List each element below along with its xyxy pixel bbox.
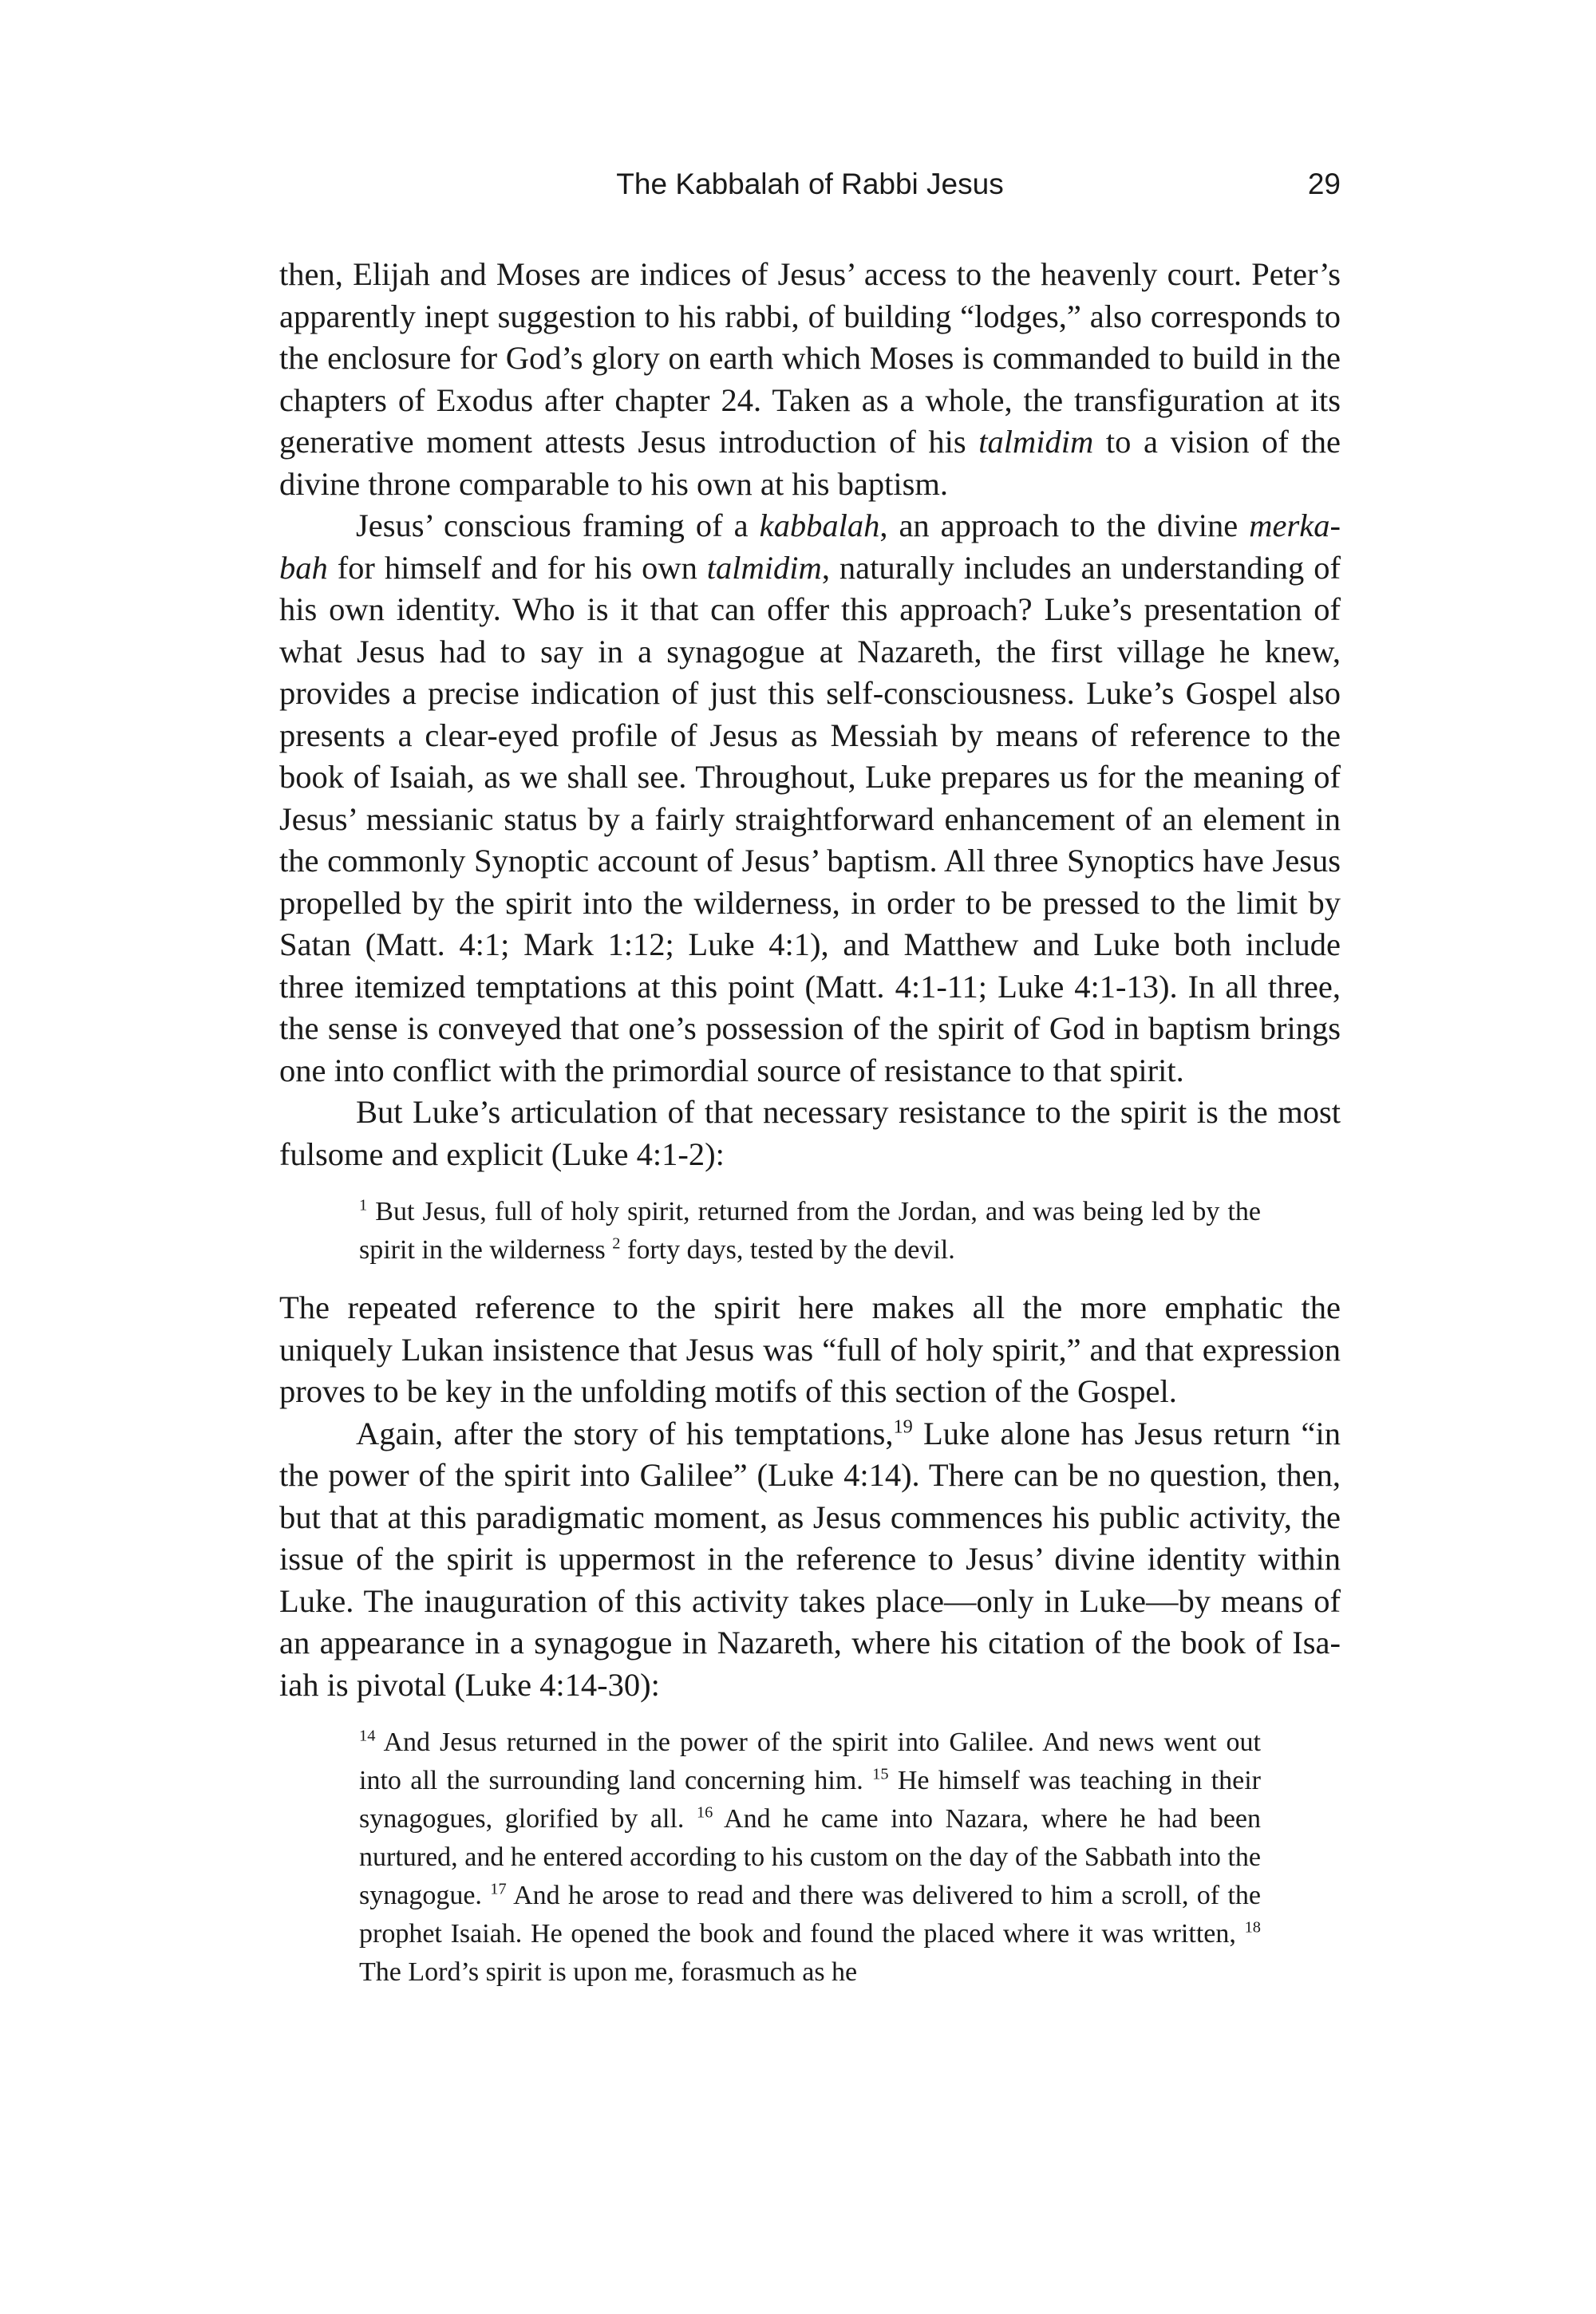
block-quote-luke-4-1 [359,1193,1261,1270]
italic-term: merkabah [279,507,1341,586]
verse-number: 1 [359,1196,368,1214]
italic-term: talmidim [706,549,822,586]
text-run: for himself and for his own [327,549,707,586]
running-header [279,168,1341,215]
body-text [279,254,1341,2009]
paragraph-repeated-reference: The repeated reference to the spirit here makes all the more emphatic the uniquely Lukan insistence that Jesus was “full of holy spirit,” and that expression proves to be key in the unfolding motifs of this section of the Gospel. [279,1289,1341,1409]
page-number: 29 [1307,168,1341,200]
running-title: The Kabbalah of Rabbi Jesus [616,168,1004,200]
text-run: Luke alone has Jesus return “in the power of the spirit into Galilee” (Luke 4:14). There can be no question, then, but that at this paradigmatic moment, as Jesus commences his public activity, the issue of the spirit is uppermost in the reference to Jesus’ divine identity within Luke. The inauguration of this activity takes place—only in Luke—by means of an appearance in a synagogue in Nazareth, where his citation of the book of Isaiah is pivotal (Luke 4:14-30): [279,1415,1341,1703]
text-run: And he arose to read and there was delivered to him a scroll, of the prophet Isaiah. He opened the book and found the placed where it was written, [359,1881,1261,1949]
text-run: to a vision of the divine throne comparable to his own at his baptism. [279,424,1341,502]
verse-number: 15 [872,1765,889,1783]
quote-text [359,1724,1261,1992]
paragraph-kabbalah [279,505,1341,1092]
text-run: Again, after the story of his temptations, [356,1415,894,1451]
footnote-ref: 19 [893,1416,913,1437]
text-run: Jesus’ conscious framing of a [356,507,760,543]
text-run: He himself was teaching in their synagogues, glorified by all. [359,1766,1261,1834]
text-run: then, Elijah and Moses are indices of Jesus’ access to the heavenly court. Peter’s apparently inept suggestion to his rabbi, of building “lodges,” also corresponds to the enclosure for God’s glory on earth which Moses is commanded to build in the chapters of Exodus after chapter 24. Taken as a whole, the transfiguration at its generative moment attests Jesus introduction of his [279,256,1341,460]
text-run: forty days, tested by the devil. [620,1235,955,1265]
block-quote-luke-4-14 [359,1724,1261,1992]
quote-text [359,1193,1261,1270]
text-run: And he came into Nazara, where he had been nurtured, and he entered according to his custom on the day of the Sabbath into the synagogue. [359,1804,1261,1910]
paragraph-transfiguration [279,254,1341,505]
verse-number: 17 [490,1880,507,1898]
paragraph-temptations [279,1413,1341,1707]
text-run: And Jesus returned in the power of the spirit into Galilee. And news went out into all the surrounding land concerning him. [359,1728,1261,1795]
verse-number: 2 [612,1234,621,1253]
text-run: The Lord’s spirit is upon me, forasmuch as he [359,1957,858,1987]
text-run: , naturally includes an understanding of his own identity. Who is it that can offer this approach? Luke’s presentation of what Jesus had to say in a synagogue at Nazareth, the first village he knew, provides a precise indication of just this self-consciousness. Luke’s Gospel also presents a clear-eyed profile of Jesus as Messiah by means of reference to the book of Isaiah, as we shall see. Throughout, Luke prepares us for the meaning of Jesus’ messianic status by a fairly straightforward enhancement of an element in the commonly Synoptic account of Jesus’ baptism. All three Synoptics have Jesus propelled by the spirit into the wilderness, in order to be pressed to the limit by Satan (Matt. 4:1; Mark 1:12; Luke 4:1), and Matthew and Luke both include three itemized temptations at this point (Matt. 4:1-11; Luke 4:1-13). In all three, the sense is conveyed that one’s possession of the spirit of God in baptism brings one into conflict with the primordial source of resistance to that spirit. [279,549,1341,1088]
paragraph-luke-articulation: But Luke’s articulation of that necessary resistance to the spirit is the most fulsome and explicit (Luke 4:1-2): [279,1094,1341,1172]
verse-number: 18 [1244,1918,1261,1937]
text-run: But Jesus, full of holy spirit, returned from the Jordan, and was being led by the spirit in the wilderness [359,1197,1261,1265]
italic-term: kabbalah [759,507,880,543]
verse-number: 14 [359,1727,376,1745]
verse-number: 16 [696,1803,713,1822]
text-run: , an approach to the divine [879,507,1250,543]
italic-term: talmidim [978,424,1094,460]
